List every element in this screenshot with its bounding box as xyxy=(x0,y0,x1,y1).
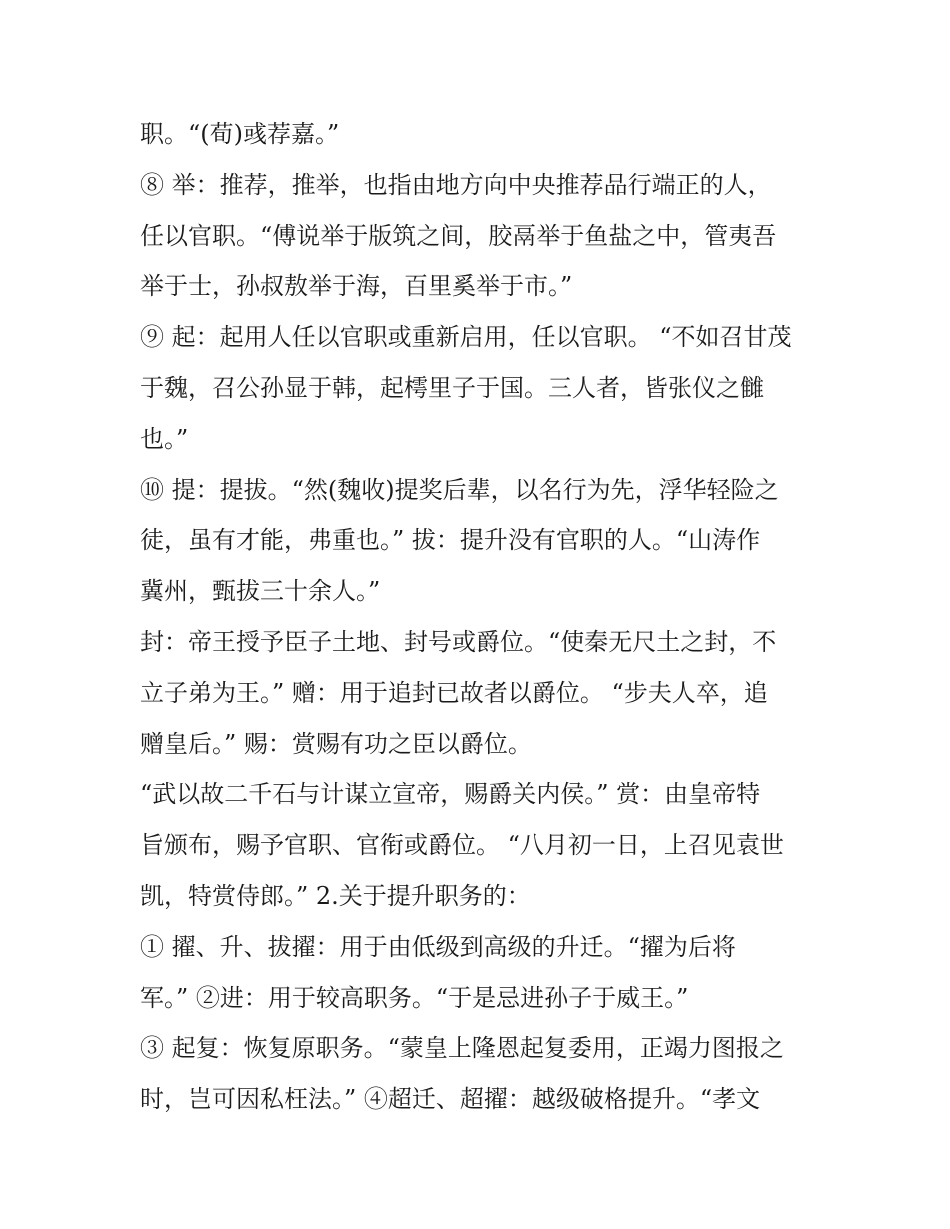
text-line: 于魏，召公孙显于韩，起樗里子于国。三人者，皆张仪之雠 xyxy=(140,373,764,402)
text-line: ⑩ 提：提拔。“然(魏收)提奖后辈，以名行为先，浮华轻险之 xyxy=(140,475,779,504)
text-line: ① 擢、升、拔擢：用于由低级到高级的升迁。“擢为后将 xyxy=(140,932,736,961)
text-line: ⑨ 起：起用人任以官职或重新启用，任以官职。 “不如召甘茂 xyxy=(140,323,792,352)
text-line: 军。” ②进：用于较高职务。“于是忌进孙子于威王。” xyxy=(140,983,689,1012)
text-line: 时，岂可因私枉法。” ④超迁、超擢：越级破格提升。“孝文 xyxy=(140,1085,761,1114)
text-line: “武以故二千石与计谋立宣帝，赐爵关内侯。” 赏：由皇帝特 xyxy=(140,780,761,809)
text-line: ⑧ 举：推荐，推举，也指由地方向中央推荐品行端正的人， xyxy=(140,170,772,199)
text-line: 赠皇后。” 赐：赏赐有功之臣以爵位。 xyxy=(140,729,532,758)
text-line: 冀州，甄拔三十余人。” xyxy=(140,577,381,606)
document-body xyxy=(140,109,830,1125)
text-line: 任以官职。“傅说举于版筑之间，胶鬲举于鱼盐之中，管夷吾 xyxy=(140,221,777,250)
text-line: 也。” xyxy=(140,424,189,453)
text-line: 封：帝王授予臣子土地、封号或爵位。“使秦无尺土之封，不 xyxy=(140,627,777,656)
text-line: 旨颁布，赐予官职、官衔或爵位。 “八月初一日，上召见袁世 xyxy=(140,831,784,860)
text-line: 凯，特赏侍郎。” 2.关于提升职务的： xyxy=(140,881,531,910)
text-line: ③ 起复：恢复原职务。“蒙皇上隆恩起复委用，正竭力图报之 xyxy=(140,1034,784,1063)
text-line: 职。“(荀)彧荐嘉。” xyxy=(140,120,340,148)
text-line: 举于士，孙叔敖举于海，百里奚举于市。” xyxy=(140,272,573,301)
text-line: 立子弟为王。” 赠：用于追封已故者以爵位。 “步夫人卒，追 xyxy=(140,678,768,707)
text-line: 徒，虽有才能，弗重也。” 拔：提升没有官职的人。“山涛作 xyxy=(140,526,761,555)
